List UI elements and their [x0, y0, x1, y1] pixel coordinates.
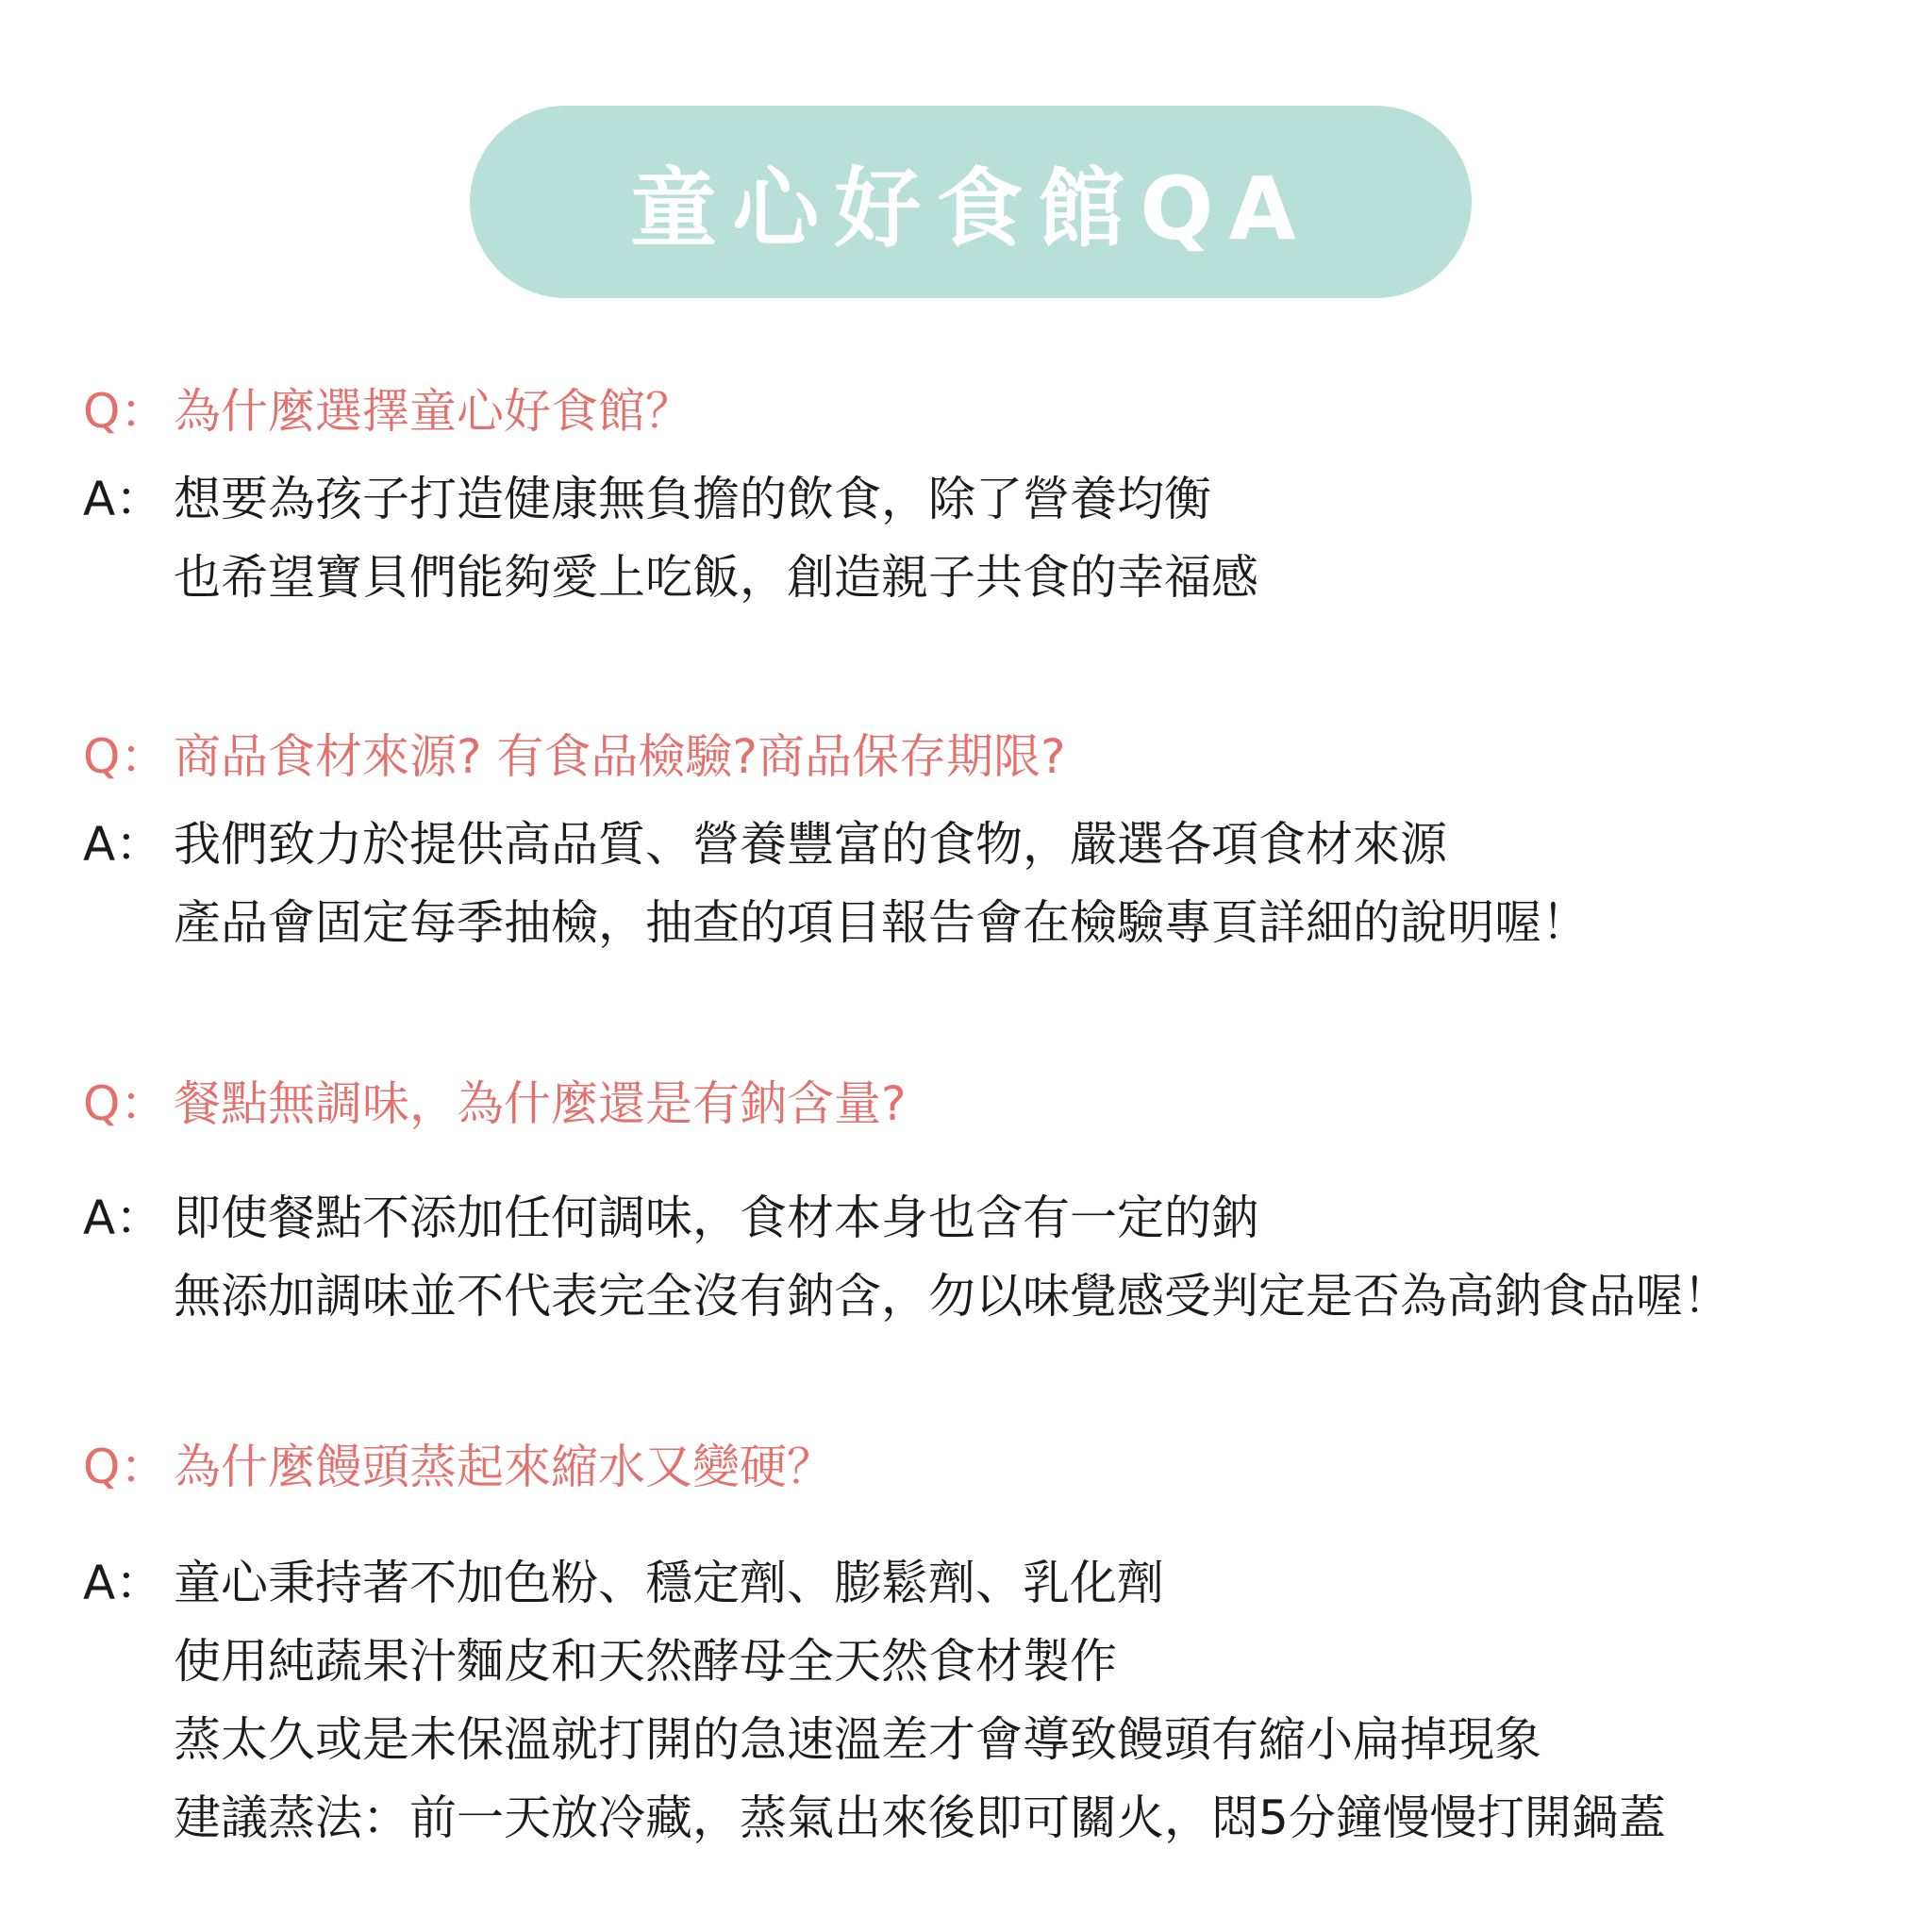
page-title: 童心好食館QA: [630, 158, 1311, 259]
answer-2: [83, 806, 1913, 962]
question-prefix: Q：: [83, 384, 168, 439]
answer-line: 即使餐點不添加任何調味，食材本身也含有一定的鈉: [174, 1191, 1258, 1245]
answer-prefix: A：: [83, 1191, 163, 1245]
question-prefix: Q：: [83, 1076, 168, 1131]
question-prefix: Q：: [83, 1440, 168, 1494]
question-text: 為什麼饅頭蒸起來縮水又變硬？: [174, 1440, 834, 1494]
answer-prefix: A：: [83, 1556, 163, 1610]
qa-item-4: [83, 1439, 1913, 1857]
qa-item-1: [83, 383, 1913, 617]
answer-1: [83, 460, 1913, 617]
answer-line: 無添加調味並不代表完全沒有鈉含，勿以味覺感受判定是否為高鈉食品喔！: [174, 1269, 1730, 1324]
answer-line: 使用純蔬果汁麵皮和天然酵母全天然食材製作: [174, 1634, 1117, 1689]
answer-line: 蒸太久或是未保溫就打開的急速溫差才會導致饅頭有縮小扁掉現象: [174, 1712, 1541, 1767]
question-4: [83, 1439, 1913, 1495]
answer-line: 童心秉持著不加色粉、穩定劑、膨鬆劑、乳化劑: [174, 1556, 1164, 1610]
question-text: 餐點無調味，為什麼還是有鈉含量?: [174, 1076, 907, 1131]
answer-prefix: A：: [83, 817, 163, 872]
answer-3: [83, 1179, 1913, 1336]
question-1: [83, 383, 1913, 440]
answer-line: 想要為孩子打造健康無負擔的飲食，除了營養均衡: [174, 472, 1211, 526]
question-text: 為什麼選擇童心好食館？: [174, 384, 692, 439]
question-prefix: Q：: [83, 729, 168, 784]
answer-line: 建議蒸法：前一天放冷藏，蒸氣出來後即可關火，悶5分鐘慢慢打開鍋蓋: [174, 1790, 1666, 1845]
answer-line: 產品會固定每季抽檢，抽查的項目報告會在檢驗專頁詳細的說明喔！: [174, 895, 1589, 950]
question-2: [83, 728, 1913, 785]
question-text: 商品食材來源? 有食品檢驗?商品保存期限?: [174, 729, 1066, 784]
qa-item-2: [83, 728, 1913, 962]
question-3: [83, 1075, 1913, 1132]
qa-item-3: [83, 1075, 1913, 1336]
answer-4: [83, 1544, 1913, 1857]
answer-prefix: A：: [83, 472, 163, 526]
answer-line: 也希望寶貝們能夠愛上吃飯，創造親子共食的幸福感: [174, 550, 1258, 605]
title-banner: [470, 106, 1472, 298]
answer-line: 我們致力於提供高品質、營養豐富的食物，嚴選各項食材來源: [174, 817, 1447, 872]
